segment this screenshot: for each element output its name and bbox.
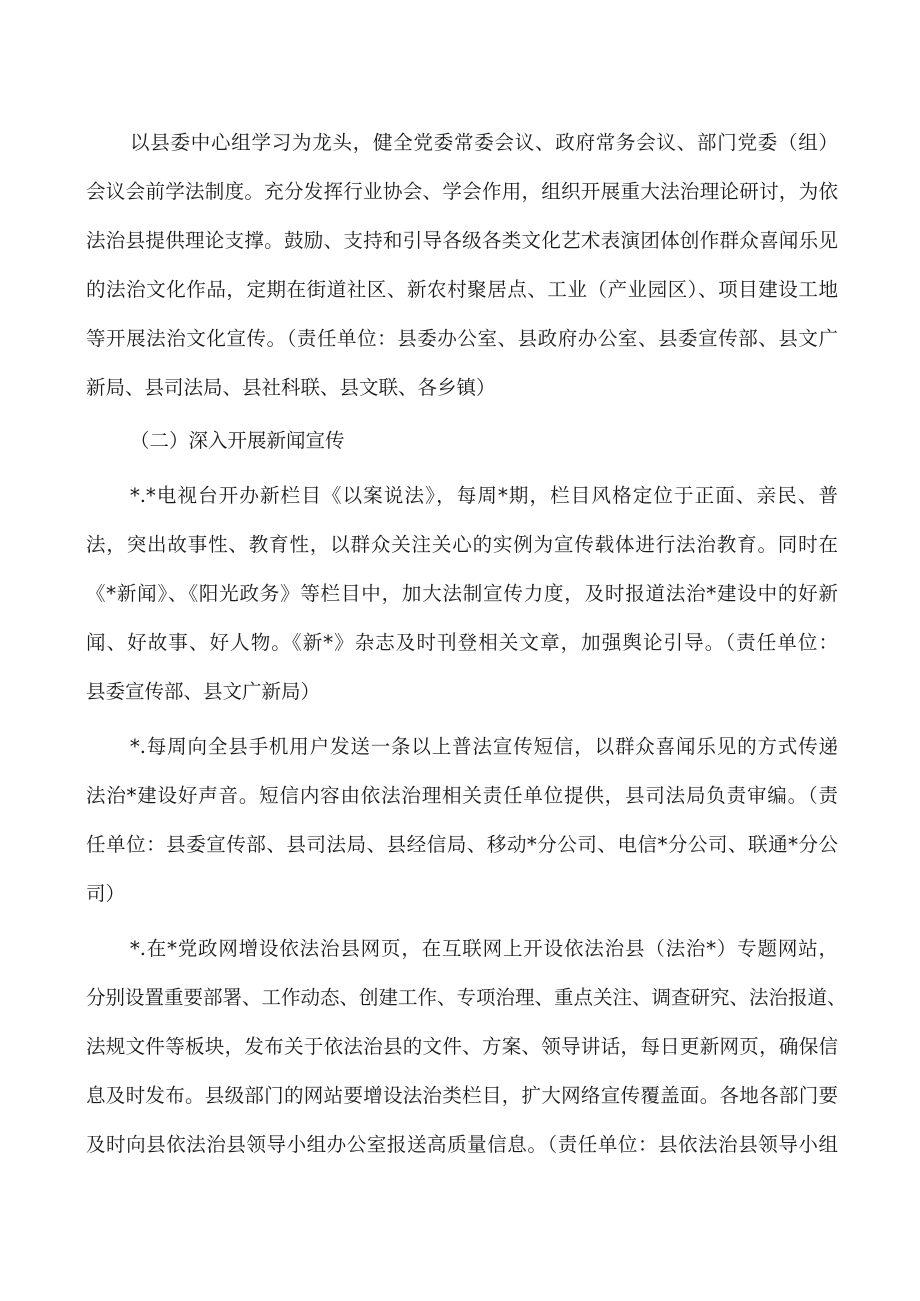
paragraph-line: 县委宣传部、县文广新局） xyxy=(86,680,321,703)
paragraph-line: 息及时发布。县级部门的网站要增设法治类栏目，扩大网络宣传覆盖面。各地各部门要 xyxy=(86,1084,838,1107)
paragraph-line: 任单位：县委宣传部、县司法局、县经信局、移动*分公司、电信*分公司、联通*分公 xyxy=(86,833,838,856)
paragraph-line: *.在*党政网增设依法治县网页，在互联网上开设依法治县（法治*）专题网站， xyxy=(130,937,838,960)
paragraph-line: 法，突出故事性、教育性，以群众关注关心的实例为宣传载体进行法治教育。同时在 xyxy=(86,533,838,556)
paragraph-line: 《*新闻》、《阳光政务》等栏目中，加大法制宣传力度，及时报道法治*建设中的好新 xyxy=(86,582,838,605)
paragraph-line: 以县委中心组学习为龙头，健全党委常委会议、政府常务会议、部门党委（组） xyxy=(130,131,838,154)
paragraph-line: 及时向县依法治县领导小组办公室报送高质量信息。（责任单位：县依法治县领导小组 xyxy=(86,1133,838,1156)
paragraph-line: 法治*建设好声音。短信内容由依法治理相关责任单位提供，县司法局负责审编。（责 xyxy=(86,784,838,807)
paragraph-line: 司） xyxy=(86,882,126,905)
paragraph-line: 的法治文化作品，定期在街道社区、新农村聚居点、工业（产业园区）、项目建设工地 xyxy=(86,278,838,301)
paragraph-line: 分别设置重要部署、工作动态、创建工作、专项治理、重点关注、调查研究、法治报道、 xyxy=(86,986,847,1009)
section-heading: （二）深入开展新闻宣传 xyxy=(130,429,345,452)
paragraph-line: 会议会前学法制度。充分发挥行业协会、学会作用，组织开展重大法治理论研讨，为依 xyxy=(86,180,838,203)
paragraph-line: *.*电视台开办新栏目《以案说法》，每周*期，栏目风格定位于正面、亲民、普 xyxy=(130,484,838,507)
paragraph-line: 等开展法治文化宣传。（责任单位：县委办公室、县政府办公室、县委宣传部、县文广 xyxy=(86,327,838,350)
paragraph-line: 法治县提供理论支撑。鼓励、支持和引导各级各类文化艺术表演团体创作群众喜闻乐见 xyxy=(86,229,838,252)
paragraph-line: 法规文件等板块，发布关于依法治县的文件、方案、领导讲话，每日更新网页，确保信 xyxy=(86,1035,838,1058)
paragraph-line: 闻、好故事、好人物。《新*》杂志及时刊登相关文章，加强舆论引导。（责任单位： xyxy=(86,631,838,654)
paragraph-line: *.每周向全县手机用户发送一条以上普法宣传短信，以群众喜闻乐见的方式传递 xyxy=(130,735,838,758)
paragraph-line: 新局、县司法局、县社科联、县文联、各乡镇） xyxy=(86,376,496,399)
